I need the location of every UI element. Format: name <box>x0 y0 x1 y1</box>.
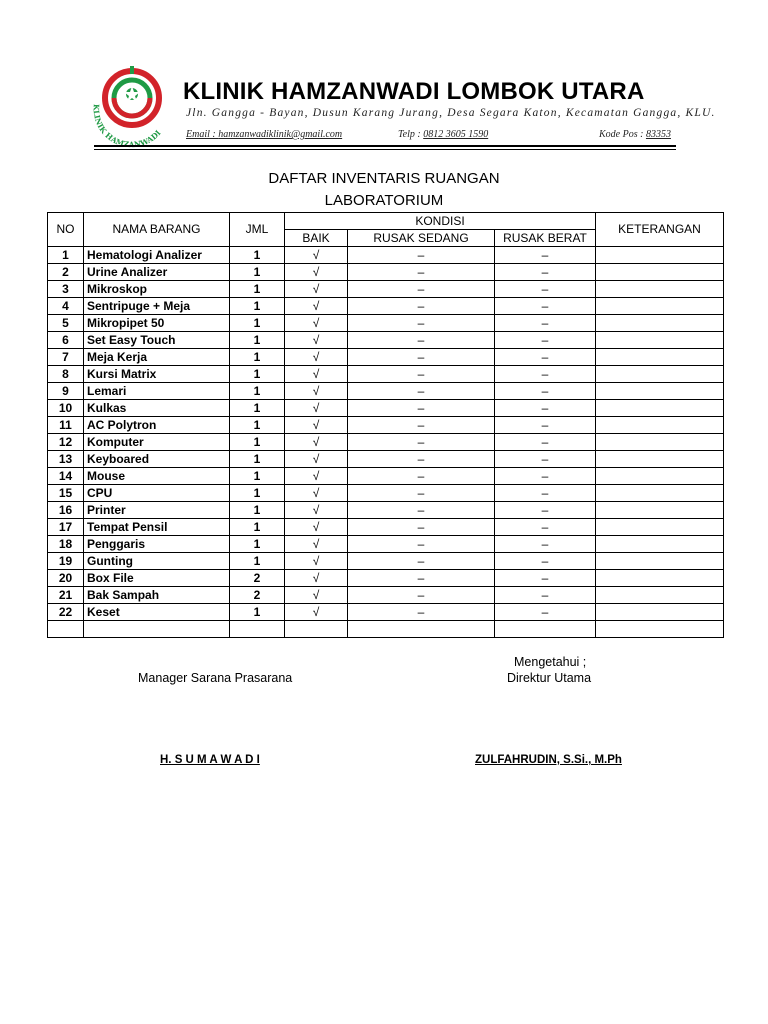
email-line <box>186 129 342 140</box>
cell-heavy: – <box>495 264 596 281</box>
cell-notes <box>596 502 724 519</box>
cell-heavy: – <box>495 502 596 519</box>
cell-no: 8 <box>48 366 84 383</box>
cell-no: 7 <box>48 349 84 366</box>
cell-no: 18 <box>48 536 84 553</box>
table-row <box>48 264 724 281</box>
cell-moderate: – <box>348 298 495 315</box>
cell-no: 15 <box>48 485 84 502</box>
cell-good: √ <box>285 468 348 485</box>
cell-good: √ <box>285 366 348 383</box>
cell-good: √ <box>285 587 348 604</box>
email-label: Email : <box>186 129 219 140</box>
cell-moderate: – <box>348 383 495 400</box>
cell-name: Kursi Matrix <box>84 366 230 383</box>
cell-no: 4 <box>48 298 84 315</box>
cell-no: 2 <box>48 264 84 281</box>
cell-heavy: – <box>495 451 596 468</box>
cell-moderate: – <box>348 315 495 332</box>
cell-notes <box>596 536 724 553</box>
table-row <box>48 400 724 417</box>
cell-good: √ <box>285 502 348 519</box>
cell-notes <box>596 468 724 485</box>
cell-no: 9 <box>48 383 84 400</box>
cell-name: Penggaris <box>84 536 230 553</box>
cell-heavy: – <box>495 587 596 604</box>
table-row <box>48 604 724 621</box>
table-row <box>48 536 724 553</box>
left-signatory-role: Manager Sarana Prasarana <box>138 671 293 685</box>
cell-qty: 2 <box>230 570 285 587</box>
header-condition: KONDISI <box>285 213 596 230</box>
cell-no: 1 <box>48 247 84 264</box>
cell-no: 22 <box>48 604 84 621</box>
cell-name: Keset <box>84 604 230 621</box>
cell-notes <box>596 298 724 315</box>
cell-notes <box>596 434 724 451</box>
cell-no: 5 <box>48 315 84 332</box>
cell-good: √ <box>285 519 348 536</box>
cell-heavy: – <box>495 536 596 553</box>
right-signatory-name: ZULFAHRUDIN, S.Si., M.Ph <box>475 754 622 766</box>
cell-heavy: – <box>495 332 596 349</box>
table-row <box>48 366 724 383</box>
cell-notes <box>596 366 724 383</box>
cell-good: √ <box>285 604 348 621</box>
cell-good: √ <box>285 553 348 570</box>
cell-moderate: – <box>348 502 495 519</box>
cell-heavy: – <box>495 417 596 434</box>
cell-good: √ <box>285 383 348 400</box>
cell-no: 6 <box>48 332 84 349</box>
cell-notes <box>596 264 724 281</box>
cell-no: 20 <box>48 570 84 587</box>
cell-name: Mikropipet 50 <box>84 315 230 332</box>
cell-moderate: – <box>348 400 495 417</box>
cell-qty: 1 <box>230 468 285 485</box>
cell-no: 10 <box>48 400 84 417</box>
clinic-logo-icon <box>84 64 180 148</box>
cell-good: √ <box>285 298 348 315</box>
document-subtitle: LABORATORIUM <box>324 192 444 209</box>
cell-moderate: – <box>348 417 495 434</box>
postal-label: Kode Pos : <box>599 129 646 140</box>
cell-heavy: – <box>495 604 596 621</box>
cell-heavy: – <box>495 468 596 485</box>
cell-notes <box>596 519 724 536</box>
cell-notes <box>596 485 724 502</box>
table-row <box>48 434 724 451</box>
cell-qty: 1 <box>230 264 285 281</box>
cell-qty: 2 <box>230 587 285 604</box>
cell-qty: 1 <box>230 366 285 383</box>
cell-qty: 1 <box>230 553 285 570</box>
cell-name: Lemari <box>84 383 230 400</box>
cell-moderate: – <box>348 264 495 281</box>
cell-no: 16 <box>48 502 84 519</box>
cell-notes <box>596 621 724 638</box>
cell-moderate: – <box>348 281 495 298</box>
cell-moderate <box>348 621 495 638</box>
cell-heavy: – <box>495 298 596 315</box>
clinic-logo <box>84 64 180 148</box>
postal-line <box>599 129 671 140</box>
table-row <box>48 298 724 315</box>
cell-no: 12 <box>48 434 84 451</box>
cell-name: Tempat Pensil <box>84 519 230 536</box>
cell-good: √ <box>285 434 348 451</box>
cell-notes <box>596 451 724 468</box>
cell-name: Komputer <box>84 434 230 451</box>
cell-heavy: – <box>495 366 596 383</box>
cell-moderate: – <box>348 247 495 264</box>
table-row <box>48 570 724 587</box>
cell-good: √ <box>285 247 348 264</box>
cell-good: √ <box>285 281 348 298</box>
cell-good: √ <box>285 264 348 281</box>
cell-moderate: – <box>348 519 495 536</box>
phone-number: 0812 3605 1590 <box>423 129 489 140</box>
header-heavy: RUSAK BERAT <box>495 230 596 247</box>
header-moderate: RUSAK SEDANG <box>348 230 495 247</box>
cell-heavy: – <box>495 247 596 264</box>
postal-code: 83353 <box>645 129 671 140</box>
email-address: hamzanwadiklinik@gmail.com <box>218 129 343 140</box>
cell-qty: 1 <box>230 349 285 366</box>
header-divider-thin <box>94 149 676 150</box>
table-row <box>48 621 724 638</box>
cell-qty: 1 <box>230 519 285 536</box>
cell-qty: 1 <box>230 247 285 264</box>
cell-notes <box>596 604 724 621</box>
cell-name: Mouse <box>84 468 230 485</box>
cell-heavy: – <box>495 570 596 587</box>
cell-good: √ <box>285 570 348 587</box>
header-no: NO <box>48 213 84 247</box>
cell-notes <box>596 383 724 400</box>
cell-heavy: – <box>495 434 596 451</box>
header-notes: KETERANGAN <box>596 213 724 247</box>
cell-name: Gunting <box>84 553 230 570</box>
cell-qty: 1 <box>230 502 285 519</box>
table-row <box>48 247 724 264</box>
cell-notes <box>596 349 724 366</box>
cell-qty: 1 <box>230 536 285 553</box>
cell-no: 19 <box>48 553 84 570</box>
cell-qty: 1 <box>230 383 285 400</box>
cell-good: √ <box>285 536 348 553</box>
phone-label: Telp : <box>398 129 424 140</box>
cell-heavy: – <box>495 315 596 332</box>
table-row <box>48 417 724 434</box>
cell-qty: 1 <box>230 417 285 434</box>
cell-qty <box>230 621 285 638</box>
table-row <box>48 383 724 400</box>
cell-good <box>285 621 348 638</box>
cell-qty: 1 <box>230 298 285 315</box>
cell-notes <box>596 247 724 264</box>
clinic-name: KLINIK HAMZANWADI LOMBOK UTARA <box>183 78 645 105</box>
cell-good: √ <box>285 315 348 332</box>
cell-no: 11 <box>48 417 84 434</box>
cell-qty: 1 <box>230 434 285 451</box>
table-row <box>48 519 724 536</box>
table-row <box>48 451 724 468</box>
cell-no: 3 <box>48 281 84 298</box>
header-good: BAIK <box>285 230 348 247</box>
inventory-table-body <box>48 247 724 638</box>
cell-qty: 1 <box>230 315 285 332</box>
cell-moderate: – <box>348 570 495 587</box>
header-qty: JML <box>230 213 285 247</box>
cell-no: 21 <box>48 587 84 604</box>
cell-qty: 1 <box>230 332 285 349</box>
cell-name: Box File <box>84 570 230 587</box>
header-divider-thick <box>94 145 676 147</box>
cell-name: Sentripuge + Meja <box>84 298 230 315</box>
cell-name: Urine Analizer <box>84 264 230 281</box>
cell-moderate: – <box>348 468 495 485</box>
cell-heavy <box>495 621 596 638</box>
cell-name: CPU <box>84 485 230 502</box>
cell-name: Mikroskop <box>84 281 230 298</box>
cell-moderate: – <box>348 485 495 502</box>
cell-heavy: – <box>495 383 596 400</box>
table-row <box>48 281 724 298</box>
cell-name: Meja Kerja <box>84 349 230 366</box>
cell-good: √ <box>285 349 348 366</box>
cell-notes <box>596 587 724 604</box>
cell-no: 17 <box>48 519 84 536</box>
cell-name: Hematologi Analizer <box>84 247 230 264</box>
right-signatory-role: Direktur Utama <box>507 671 592 685</box>
cell-good: √ <box>285 332 348 349</box>
cell-notes <box>596 553 724 570</box>
cell-notes <box>596 281 724 298</box>
table-row <box>48 349 724 366</box>
cell-moderate: – <box>348 349 495 366</box>
cell-good: √ <box>285 400 348 417</box>
header-name: NAMA BARANG <box>84 213 230 247</box>
document-title: DAFTAR INVENTARIS RUANGAN <box>268 170 500 187</box>
cell-heavy: – <box>495 519 596 536</box>
left-signatory-name: H. S U M A W A D I <box>160 754 260 766</box>
right-signatory-intro: Mengetahui ; <box>514 655 587 669</box>
phone-line <box>398 129 488 140</box>
cell-no <box>48 621 84 638</box>
table-row <box>48 315 724 332</box>
cell-no: 14 <box>48 468 84 485</box>
cell-moderate: – <box>348 366 495 383</box>
table-row <box>48 485 724 502</box>
cell-qty: 1 <box>230 451 285 468</box>
cell-heavy: – <box>495 349 596 366</box>
cell-name <box>84 621 230 638</box>
cell-qty: 1 <box>230 485 285 502</box>
cell-moderate: – <box>348 536 495 553</box>
cell-notes <box>596 332 724 349</box>
clinic-address: Jln. Gangga - Bayan, Dusun Karang Jurang, Desa Segara Katon, Kecamatan Gangga, KLU. <box>186 107 716 119</box>
cell-name: Printer <box>84 502 230 519</box>
cell-qty: 1 <box>230 281 285 298</box>
cell-good: √ <box>285 451 348 468</box>
cell-heavy: – <box>495 553 596 570</box>
table-row <box>48 468 724 485</box>
table-row <box>48 332 724 349</box>
cell-good: √ <box>285 485 348 502</box>
cell-good: √ <box>285 417 348 434</box>
cell-notes <box>596 570 724 587</box>
cell-moderate: – <box>348 332 495 349</box>
cell-name: Kulkas <box>84 400 230 417</box>
cell-heavy: – <box>495 485 596 502</box>
cell-name: AC Polytron <box>84 417 230 434</box>
table-row <box>48 553 724 570</box>
inventory-table <box>47 212 724 638</box>
cell-notes <box>596 417 724 434</box>
cell-qty: 1 <box>230 400 285 417</box>
cell-name: Keyboared <box>84 451 230 468</box>
cell-notes <box>596 400 724 417</box>
cell-no: 13 <box>48 451 84 468</box>
table-row <box>48 502 724 519</box>
cell-moderate: – <box>348 553 495 570</box>
cell-notes <box>596 315 724 332</box>
cell-moderate: – <box>348 587 495 604</box>
cell-moderate: – <box>348 434 495 451</box>
cell-heavy: – <box>495 400 596 417</box>
cell-moderate: – <box>348 451 495 468</box>
cell-qty: 1 <box>230 604 285 621</box>
cell-name: Bak Sampah <box>84 587 230 604</box>
svg-text:KLINIK HAMZANWADI: KLINIK HAMZANWADI <box>91 103 163 148</box>
cell-moderate: – <box>348 604 495 621</box>
table-row <box>48 587 724 604</box>
cell-name: Set Easy Touch <box>84 332 230 349</box>
cell-heavy: – <box>495 281 596 298</box>
